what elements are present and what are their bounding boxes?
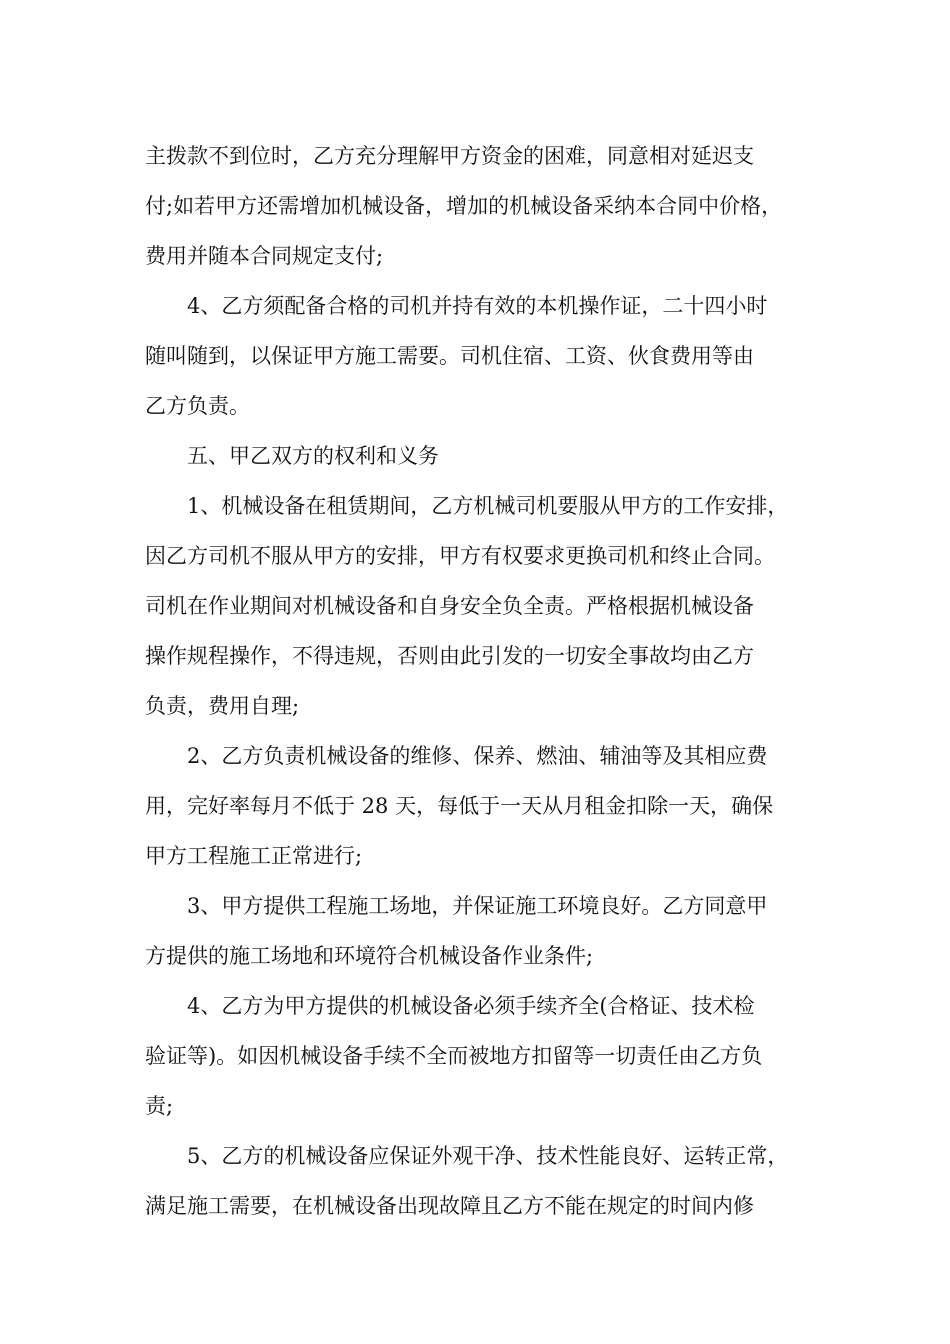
- paragraph-clause-4-documents: [145, 981, 835, 1131]
- text-line: 主拨款不到位时，乙方充分理解甲方资金的困难，同意相对延迟支: [145, 144, 754, 168]
- text-line: 满足施工需要，在机械设备出现故障且乙方不能在规定的时间内修: [145, 1194, 754, 1218]
- paragraph-clause-3-site: [145, 881, 835, 981]
- text-line: 责;: [145, 1094, 174, 1118]
- text-line: 负责，费用自理;: [145, 694, 300, 718]
- text-line: 付;如若甲方还需增加机械设备，增加的机械设备采纳本合同中价格，: [145, 194, 783, 218]
- text-line: 随叫随到，以保证甲方施工需要。司机住宿、工资、伙食费用等由: [145, 344, 754, 368]
- paragraph-payment-continuation: [145, 131, 835, 281]
- text-line: 2、乙方负责机械设备的维修、保养、燃油、辅油等及其相应费: [187, 744, 768, 768]
- paragraph-clause-2-maintenance: [145, 731, 835, 881]
- text-line: 乙方负责。: [145, 394, 250, 418]
- text-line: 4、乙方须配备合格的司机并持有效的本机操作证，二十四小时: [187, 294, 768, 318]
- text-line: 操作规程操作，不得违规，否则由此引发的一切安全事故均由乙方: [145, 644, 754, 668]
- text-line: 因乙方司机不服从甲方的安排，甲方有权要求更换司机和终止合同。: [145, 544, 775, 568]
- text-line: 司机在作业期间对机械设备和自身安全负全责。严格根据机械设备: [145, 594, 754, 618]
- text-line: 费用并随本合同规定支付;: [145, 244, 384, 268]
- section-heading-rights-obligations: [145, 431, 835, 481]
- text-line: 3、甲方提供工程施工场地，并保证施工环境良好。乙方同意甲: [187, 894, 768, 918]
- document-body: [145, 131, 835, 1231]
- text-line: 5、乙方的机械设备应保证外观干净、技术性能良好、运转正常，: [187, 1144, 789, 1168]
- paragraph-clause-4-driver: [145, 281, 835, 431]
- text-line: 1、机械设备在租赁期间，乙方机械司机要服从甲方的工作安排，: [187, 494, 789, 518]
- text-line: 验证等)。如因机械设备手续不全而被地方扣留等一切责任由乙方负: [145, 1044, 763, 1068]
- text-line: 4、乙方为甲方提供的机械设备必须手续齐全(合格证、技术检: [187, 994, 755, 1018]
- section-heading: 五、甲乙双方的权利和义务: [187, 444, 439, 468]
- text-line: 用，完好率每月不低于 28 天，每低于一天从月租金扣除一天，确保: [145, 794, 774, 818]
- text-line: 方提供的施工场地和环境符合机械设备作业条件;: [145, 944, 594, 968]
- text-line: 甲方工程施工正常进行;: [145, 844, 363, 868]
- paragraph-clause-1-lease-period: [145, 481, 835, 731]
- paragraph-clause-5-equipment-condition: [145, 1131, 835, 1231]
